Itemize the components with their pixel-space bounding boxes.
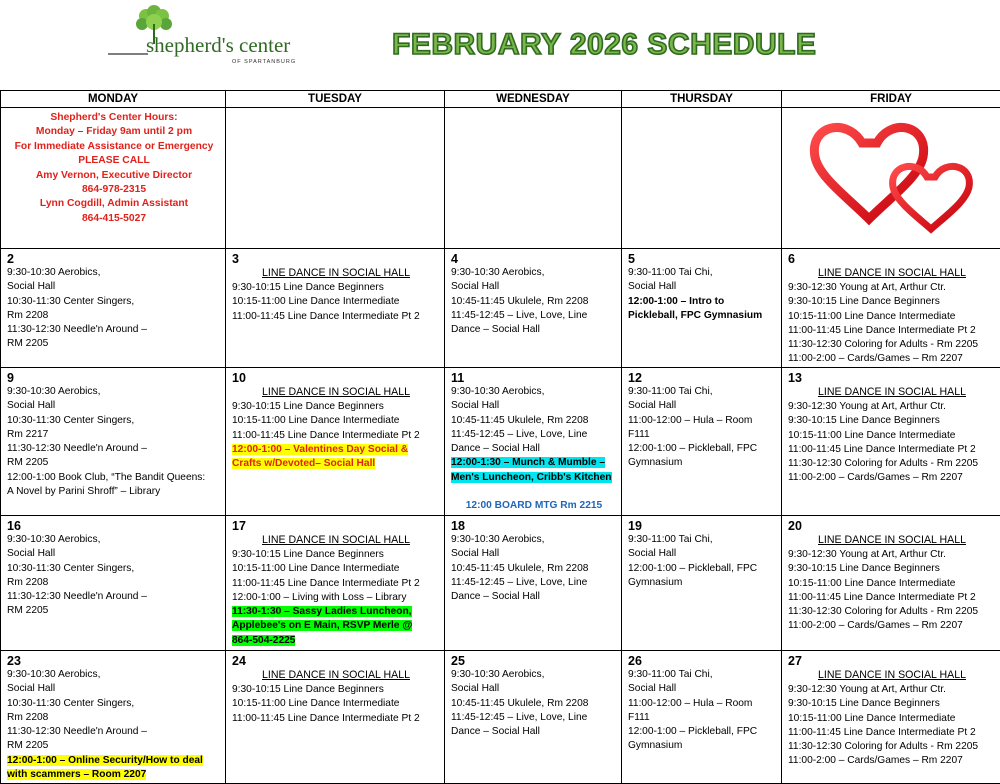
event-line-bold: 12:00-1:00 – Intro to bbox=[628, 295, 777, 309]
event-line: 9:30-10:15 Line Dance Beginners bbox=[788, 562, 996, 576]
event-line: Social Hall bbox=[7, 547, 221, 561]
highlighted-event-line: Crafts w/Devoted– Social Hall bbox=[232, 458, 375, 469]
event-line: Dance – Social Hall bbox=[451, 442, 617, 456]
day-cell-mon bbox=[1, 368, 226, 516]
event-line: 11:00-11:45 Line Dance Intermediate Pt 2 bbox=[788, 591, 996, 605]
header-thursday: THURSDAY bbox=[622, 91, 782, 108]
day-cell-fri bbox=[782, 516, 1000, 651]
event-line: 11:00-11:45 Line Dance Intermediate Pt 2 bbox=[232, 310, 440, 324]
empty-cell bbox=[445, 108, 622, 249]
date-number: 26 bbox=[628, 654, 777, 668]
event-line: 11:45-12:45 – Live, Love, Line bbox=[451, 576, 617, 590]
weekday-header-row bbox=[1, 91, 1000, 108]
logo-text: shepherd's center bbox=[146, 33, 290, 57]
info-line: Lynn Cogdill, Admin Assistant bbox=[7, 197, 221, 211]
event-line: 12:00-1:00 – Living with Loss – Library bbox=[232, 591, 440, 605]
event-line: 9:30-10:30 Aerobics, bbox=[7, 385, 221, 399]
event-line: 9:30-10:15 Line Dance Beginners bbox=[232, 281, 440, 295]
header-wednesday: WEDNESDAY bbox=[445, 91, 622, 108]
highlighted-event bbox=[232, 443, 440, 472]
info-line: 864-978-2315 bbox=[7, 183, 221, 197]
day-cell-thu bbox=[622, 368, 782, 516]
event-line: Social Hall bbox=[628, 547, 777, 561]
date-number: 4 bbox=[451, 252, 617, 266]
event-line: 12:00-1:00 – Pickleball, FPC bbox=[628, 562, 777, 576]
week-row bbox=[1, 651, 1000, 784]
day-cell-wed bbox=[445, 249, 622, 368]
day-cell-tue bbox=[226, 368, 445, 516]
date-number: 12 bbox=[628, 371, 777, 385]
event-line: Rm 2208 bbox=[7, 309, 221, 323]
day-cell-tue bbox=[226, 516, 445, 651]
event-line: Rm 2217 bbox=[7, 428, 221, 442]
event-line: Social Hall bbox=[451, 399, 617, 413]
event-line: 9:30-12:30 Young at Art, Arthur Ctr. bbox=[788, 683, 996, 697]
schedule-table bbox=[0, 90, 1000, 784]
event-line: 9:30-12:30 Young at Art, Arthur Ctr. bbox=[788, 400, 996, 414]
date-number: 17 bbox=[232, 519, 440, 533]
event-line: 11:45-12:45 – Live, Love, Line bbox=[451, 711, 617, 725]
event-line: 11:30-12:30 Coloring for Adults - Rm 2205 bbox=[788, 605, 996, 619]
info-line: For Immediate Assistance or Emergency bbox=[7, 140, 221, 154]
event-line: 9:30-10:15 Line Dance Beginners bbox=[788, 697, 996, 711]
event-line: 11:00-11:45 Line Dance Intermediate Pt 2 bbox=[788, 726, 996, 740]
date-number: 9 bbox=[7, 371, 221, 385]
event-line: Social Hall bbox=[628, 682, 777, 696]
event-line: Social Hall bbox=[451, 280, 617, 294]
event-line: Gymnasium bbox=[628, 739, 777, 753]
event-line: 9:30-12:30 Young at Art, Arthur Ctr. bbox=[788, 281, 996, 295]
date-number: 3 bbox=[232, 252, 440, 266]
event-line: Gymnasium bbox=[628, 456, 777, 470]
event-line: 10:45-11:45 Ukulele, Rm 2208 bbox=[451, 697, 617, 711]
week-row bbox=[1, 516, 1000, 651]
line-dance-heading: LINE DANCE IN SOCIAL HALL bbox=[232, 668, 440, 683]
line-dance-heading: LINE DANCE IN SOCIAL HALL bbox=[788, 385, 996, 400]
event-line: 11:30-12:30 Coloring for Adults - Rm 2205 bbox=[788, 338, 996, 352]
shepherds-center-logo bbox=[108, 2, 310, 66]
highlighted-event-line: 12:00-1:00 – Online Security/How to deal bbox=[7, 755, 203, 766]
info-line: 864-415-5027 bbox=[7, 212, 221, 226]
event-line: 11:30-12:30 Needle'n Around – bbox=[7, 323, 221, 337]
event-line: Rm 2208 bbox=[7, 711, 221, 725]
date-number: 24 bbox=[232, 654, 440, 668]
date-number: 19 bbox=[628, 519, 777, 533]
event-line: 11:00-2:00 – Cards/Games – Rm 2207 bbox=[788, 619, 996, 633]
day-cell-tue bbox=[226, 249, 445, 368]
week-row bbox=[1, 368, 1000, 516]
date-number: 25 bbox=[451, 654, 617, 668]
event-line: 11:30-12:30 Coloring for Adults - Rm 2205 bbox=[788, 457, 996, 471]
event-line: 9:30-10:15 Line Dance Beginners bbox=[788, 295, 996, 309]
info-line: Amy Vernon, Executive Director bbox=[7, 169, 221, 183]
event-line: F111 bbox=[628, 428, 777, 442]
event-line: 10:15-11:00 Line Dance Intermediate bbox=[788, 577, 996, 591]
event-line: Social Hall bbox=[7, 280, 221, 294]
hearts-icon bbox=[807, 115, 977, 235]
day-cell-wed bbox=[445, 368, 622, 516]
event-line: 10:15-11:00 Line Dance Intermediate bbox=[232, 562, 440, 576]
event-line: 10:45-11:45 Ukulele, Rm 2208 bbox=[451, 562, 617, 576]
date-number: 18 bbox=[451, 519, 617, 533]
day-cell-mon bbox=[1, 516, 226, 651]
event-line: 10:30-11:30 Center Singers, bbox=[7, 562, 221, 576]
event-line: 9:30-11:00 Tai Chi, bbox=[628, 266, 777, 280]
day-cell-thu bbox=[622, 516, 782, 651]
empty-cell bbox=[226, 108, 445, 249]
line-dance-heading: LINE DANCE IN SOCIAL HALL bbox=[232, 266, 440, 281]
event-line: 10:15-11:00 Line Dance Intermediate bbox=[232, 414, 440, 428]
day-cell-fri bbox=[782, 368, 1000, 516]
highlighted-event-line: 11:30-1:30 – Sassy Ladies Luncheon, bbox=[232, 606, 412, 617]
event-line: 11:30-12:30 Coloring for Adults - Rm 2205 bbox=[788, 740, 996, 754]
event-line: Gymnasium bbox=[628, 576, 777, 590]
event-line: 11:00-2:00 – Cards/Games – Rm 2207 bbox=[788, 754, 996, 768]
event-line: 12:00-1:00 – Pickleball, FPC bbox=[628, 442, 777, 456]
event-line: 10:15-11:00 Line Dance Intermediate bbox=[788, 712, 996, 726]
empty-cell bbox=[622, 108, 782, 249]
event-line: RM 2205 bbox=[7, 739, 221, 753]
event-line: 10:30-11:30 Center Singers, bbox=[7, 295, 221, 309]
event-line: 11:45-12:45 – Live, Love, Line bbox=[451, 428, 617, 442]
event-line: Social Hall bbox=[7, 682, 221, 696]
highlighted-event-line: 12:00-1:00 – Valentines Day Social & bbox=[232, 444, 408, 455]
event-line: RM 2205 bbox=[7, 456, 221, 470]
header-tuesday: TUESDAY bbox=[226, 91, 445, 108]
date-number: 20 bbox=[788, 519, 996, 533]
event-line: 11:00-11:45 Line Dance Intermediate Pt 2 bbox=[232, 429, 440, 443]
event-line: Rm 2208 bbox=[7, 576, 221, 590]
header-friday: FRIDAY bbox=[782, 91, 1000, 108]
event-line: 11:30-12:30 Needle'n Around – bbox=[7, 442, 221, 456]
event-line: Social Hall bbox=[7, 399, 221, 413]
date-number: 6 bbox=[788, 252, 996, 266]
board-meeting-note: 12:00 BOARD MTG Rm 2215 bbox=[451, 499, 617, 513]
line-dance-heading: LINE DANCE IN SOCIAL HALL bbox=[788, 266, 996, 281]
event-line: 11:00-11:45 Line Dance Intermediate Pt 2 bbox=[788, 324, 996, 338]
highlighted-event-line: 864-504-2225 bbox=[232, 635, 295, 646]
date-number: 11 bbox=[451, 371, 617, 385]
event-line: RM 2205 bbox=[7, 604, 221, 618]
event-line: 9:30-10:30 Aerobics, bbox=[451, 533, 617, 547]
event-line: Social Hall bbox=[451, 682, 617, 696]
event-line: 9:30-11:00 Tai Chi, bbox=[628, 533, 777, 547]
event-line: 11:00-11:45 Line Dance Intermediate Pt 2 bbox=[232, 712, 440, 726]
highlighted-event-line: 12:00-1:30 – Munch & Mumble – bbox=[451, 457, 605, 468]
event-line: 9:30-10:15 Line Dance Beginners bbox=[232, 400, 440, 414]
event-line: 9:30-10:30 Aerobics, bbox=[7, 533, 221, 547]
event-line: 11:00-2:00 – Cards/Games – Rm 2207 bbox=[788, 352, 996, 366]
event-line: A Novel by Parini Shroff” – Library bbox=[7, 485, 221, 499]
logo-subtext: OF SPARTANBURG bbox=[232, 59, 296, 65]
event-line: 9:30-11:00 Tai Chi, bbox=[628, 668, 777, 682]
event-line: 9:30-10:15 Line Dance Beginners bbox=[788, 414, 996, 428]
event-line: Dance – Social Hall bbox=[451, 725, 617, 739]
date-number: 13 bbox=[788, 371, 996, 385]
event-line: 11:00-12:00 – Hula – Room bbox=[628, 697, 777, 711]
event-line: 9:30-10:15 Line Dance Beginners bbox=[232, 683, 440, 697]
event-line: Social Hall bbox=[628, 399, 777, 413]
center-hours-info bbox=[1, 108, 226, 249]
event-line: 10:15-11:00 Line Dance Intermediate bbox=[788, 429, 996, 443]
event-line: 9:30-10:30 Aerobics, bbox=[7, 668, 221, 682]
event-line: 10:45-11:45 Ukulele, Rm 2208 bbox=[451, 295, 617, 309]
date-number: 16 bbox=[7, 519, 221, 533]
event-line: Dance – Social Hall bbox=[451, 590, 617, 604]
event-line: 12:00-1:00 – Pickleball, FPC bbox=[628, 725, 777, 739]
event-line: 10:30-11:30 Center Singers, bbox=[7, 697, 221, 711]
highlighted-event-line: with scammers – Room 2207 bbox=[7, 769, 146, 780]
day-cell-thu bbox=[622, 651, 782, 784]
highlighted-event-line: Applebee's on E Main, RSVP Merle @ bbox=[232, 620, 412, 631]
line-dance-heading: LINE DANCE IN SOCIAL HALL bbox=[232, 533, 440, 548]
event-line: 9:30-10:15 Line Dance Beginners bbox=[232, 548, 440, 562]
event-line: Social Hall bbox=[628, 280, 777, 294]
event-line: 10:15-11:00 Line Dance Intermediate bbox=[232, 697, 440, 711]
event-line: 11:00-2:00 – Cards/Games – Rm 2207 bbox=[788, 471, 996, 485]
event-line: 9:30-10:30 Aerobics, bbox=[7, 266, 221, 280]
day-cell-fri bbox=[782, 249, 1000, 368]
day-cell-thu bbox=[622, 249, 782, 368]
event-line-bold: Pickleball, FPC Gymnasium bbox=[628, 309, 777, 323]
event-line: 9:30-10:30 Aerobics, bbox=[451, 266, 617, 280]
info-line: PLEASE CALL bbox=[7, 154, 221, 168]
day-cell-mon bbox=[1, 249, 226, 368]
event-line: 12:00-1:00 Book Club, “The Bandit Queens: bbox=[7, 471, 221, 485]
event-line: 11:00-12:00 – Hula – Room bbox=[628, 414, 777, 428]
event-line: 10:45-11:45 Ukulele, Rm 2208 bbox=[451, 414, 617, 428]
day-cell-wed bbox=[445, 651, 622, 784]
date-number: 5 bbox=[628, 252, 777, 266]
highlighted-event bbox=[451, 456, 617, 485]
event-line: 11:00-11:45 Line Dance Intermediate Pt 2 bbox=[788, 443, 996, 457]
date-number: 27 bbox=[788, 654, 996, 668]
info-line: Monday – Friday 9am until 2 pm bbox=[7, 125, 221, 139]
header-monday: MONDAY bbox=[1, 91, 226, 108]
event-line: F111 bbox=[628, 711, 777, 725]
event-line: Dance – Social Hall bbox=[451, 323, 617, 337]
day-cell-mon bbox=[1, 651, 226, 784]
highlighted-event bbox=[232, 605, 440, 648]
day-cell-fri bbox=[782, 651, 1000, 784]
event-line: 9:30-11:00 Tai Chi, bbox=[628, 385, 777, 399]
date-number: 2 bbox=[7, 252, 221, 266]
highlighted-event-line: Men's Luncheon, Cribb's Kitchen bbox=[451, 472, 612, 483]
page-title: FEBRUARY 2026 SCHEDULE bbox=[392, 30, 816, 60]
info-row bbox=[1, 108, 1000, 249]
event-line: Social Hall bbox=[451, 547, 617, 561]
event-line: 9:30-12:30 Young at Art, Arthur Ctr. bbox=[788, 548, 996, 562]
line-dance-heading: LINE DANCE IN SOCIAL HALL bbox=[788, 533, 996, 548]
date-number: 23 bbox=[7, 654, 221, 668]
line-dance-heading: LINE DANCE IN SOCIAL HALL bbox=[232, 385, 440, 400]
event-line: 10:30-11:30 Center Singers, bbox=[7, 414, 221, 428]
line-dance-heading: LINE DANCE IN SOCIAL HALL bbox=[788, 668, 996, 683]
event-line: 10:15-11:00 Line Dance Intermediate bbox=[232, 295, 440, 309]
event-line: 9:30-10:30 Aerobics, bbox=[451, 668, 617, 682]
info-line: Shepherd's Center Hours: bbox=[7, 111, 221, 125]
day-cell-tue bbox=[226, 651, 445, 784]
event-line: 11:00-11:45 Line Dance Intermediate Pt 2 bbox=[232, 577, 440, 591]
event-line: 9:30-10:30 Aerobics, bbox=[451, 385, 617, 399]
event-line: 11:30-12:30 Needle'n Around – bbox=[7, 725, 221, 739]
event-line: RM 2205 bbox=[7, 337, 221, 351]
week-row bbox=[1, 249, 1000, 368]
hearts-cell bbox=[782, 108, 1000, 249]
event-line: 11:45-12:45 – Live, Love, Line bbox=[451, 309, 617, 323]
date-number: 10 bbox=[232, 371, 440, 385]
highlighted-event bbox=[7, 754, 221, 783]
event-line: 10:15-11:00 Line Dance Intermediate bbox=[788, 310, 996, 324]
day-cell-wed bbox=[445, 516, 622, 651]
event-line: 11:30-12:30 Needle'n Around – bbox=[7, 590, 221, 604]
